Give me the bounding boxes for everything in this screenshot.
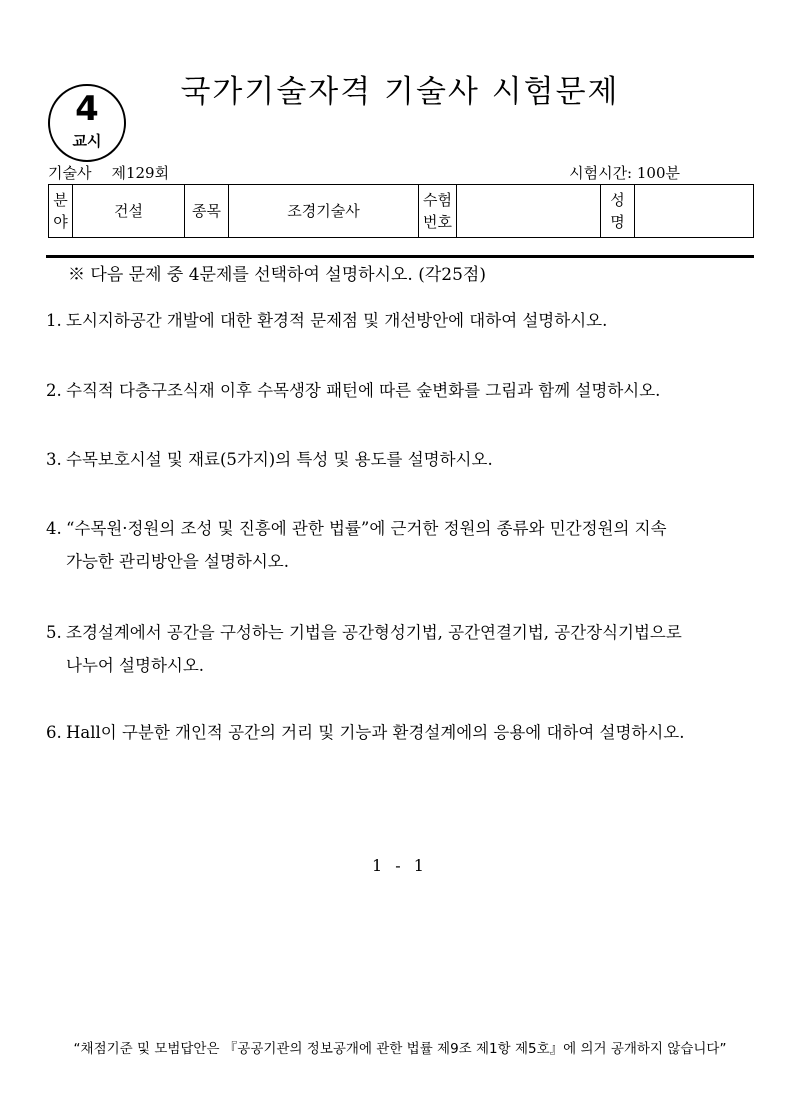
question-number: 2. [46, 381, 62, 400]
page-number: 1 - 1 [372, 856, 428, 875]
question-text: 도시지하공간 개발에 대한 환경적 문제점 및 개선방안에 대하여 설명하시오. [66, 311, 608, 330]
divider [46, 255, 754, 258]
question-text: 수목보호시설 및 재료(5가지)의 특성 및 용도를 설명하시오. [66, 450, 493, 469]
session-label: 교시 [72, 132, 102, 150]
exam-type: 기술사 [48, 164, 92, 182]
session-badge [48, 84, 126, 162]
exam-title: 국가기술자격 기술사 시험문제 [180, 74, 620, 110]
question-text: Hall이 구분한 개인적 공간의 거리 및 기능과 환경설계에의 응용에 대하여 설명하시오. [66, 723, 685, 742]
candidate-info-table [48, 184, 754, 238]
footer-note: “채점기준 및 모범답안은 『공공기관의 정보공개에 관한 법률 제9조 제1항 제5호』에 의거 공개하지 않습니다” [73, 1041, 727, 1057]
question-6 [46, 716, 758, 749]
exam-no-label-line-1: 수험 [423, 191, 452, 209]
question-1 [46, 304, 758, 337]
name-label-line-1: 성 [610, 191, 625, 209]
exam-no-label-line-2: 번호 [423, 213, 452, 231]
field-label-cell [49, 185, 73, 238]
question-3 [46, 443, 758, 476]
exam-duration: 시험시간: 100분 [569, 164, 680, 182]
question-text-line-1: 조경설계에서 공간을 구성하는 기법을 공간형성기법, 공간연결기법, 공간장식기법으로 [66, 623, 682, 642]
question-4 [46, 512, 758, 578]
question-number: 4. [46, 519, 62, 538]
exam-no-label-cell [419, 185, 457, 238]
question-number: 6. [46, 723, 62, 742]
field-value: 건설 [73, 185, 185, 238]
category-label: 종목 [185, 185, 229, 238]
instruction-text: ※ 다음 문제 중 4문제를 선택하여 설명하시오. (각25점) [68, 265, 486, 285]
question-5 [46, 616, 758, 682]
session-number: 4 [75, 89, 99, 129]
name-field[interactable] [635, 185, 754, 238]
question-2 [46, 374, 758, 407]
name-label-line-2: 명 [610, 213, 625, 231]
field-label-line-1: 분 [53, 191, 68, 209]
exam-round: 제129회 [111, 164, 170, 182]
question-text-line-1: “수목원·정원의 조성 및 진흥에 관한 법률”에 근거한 정원의 종류와 민간정원의 지속 [66, 519, 667, 538]
question-text-line-2: 나누어 설명하시오. [66, 656, 205, 675]
question-number: 5. [46, 623, 62, 642]
question-text-line-2: 가능한 관리방안을 설명하시오. [66, 552, 289, 571]
field-label-line-2: 야 [53, 213, 68, 231]
question-number: 3. [46, 450, 62, 469]
question-text: 수직적 다층구조식재 이후 수목생장 패턴에 따른 숲변화를 그림과 함께 설명하시오. [66, 381, 661, 400]
category-value: 조경기술사 [229, 185, 419, 238]
exam-no-field[interactable] [457, 185, 601, 238]
exam-meta-left [48, 163, 169, 183]
question-number: 1. [46, 311, 62, 330]
name-label-cell [601, 185, 635, 238]
